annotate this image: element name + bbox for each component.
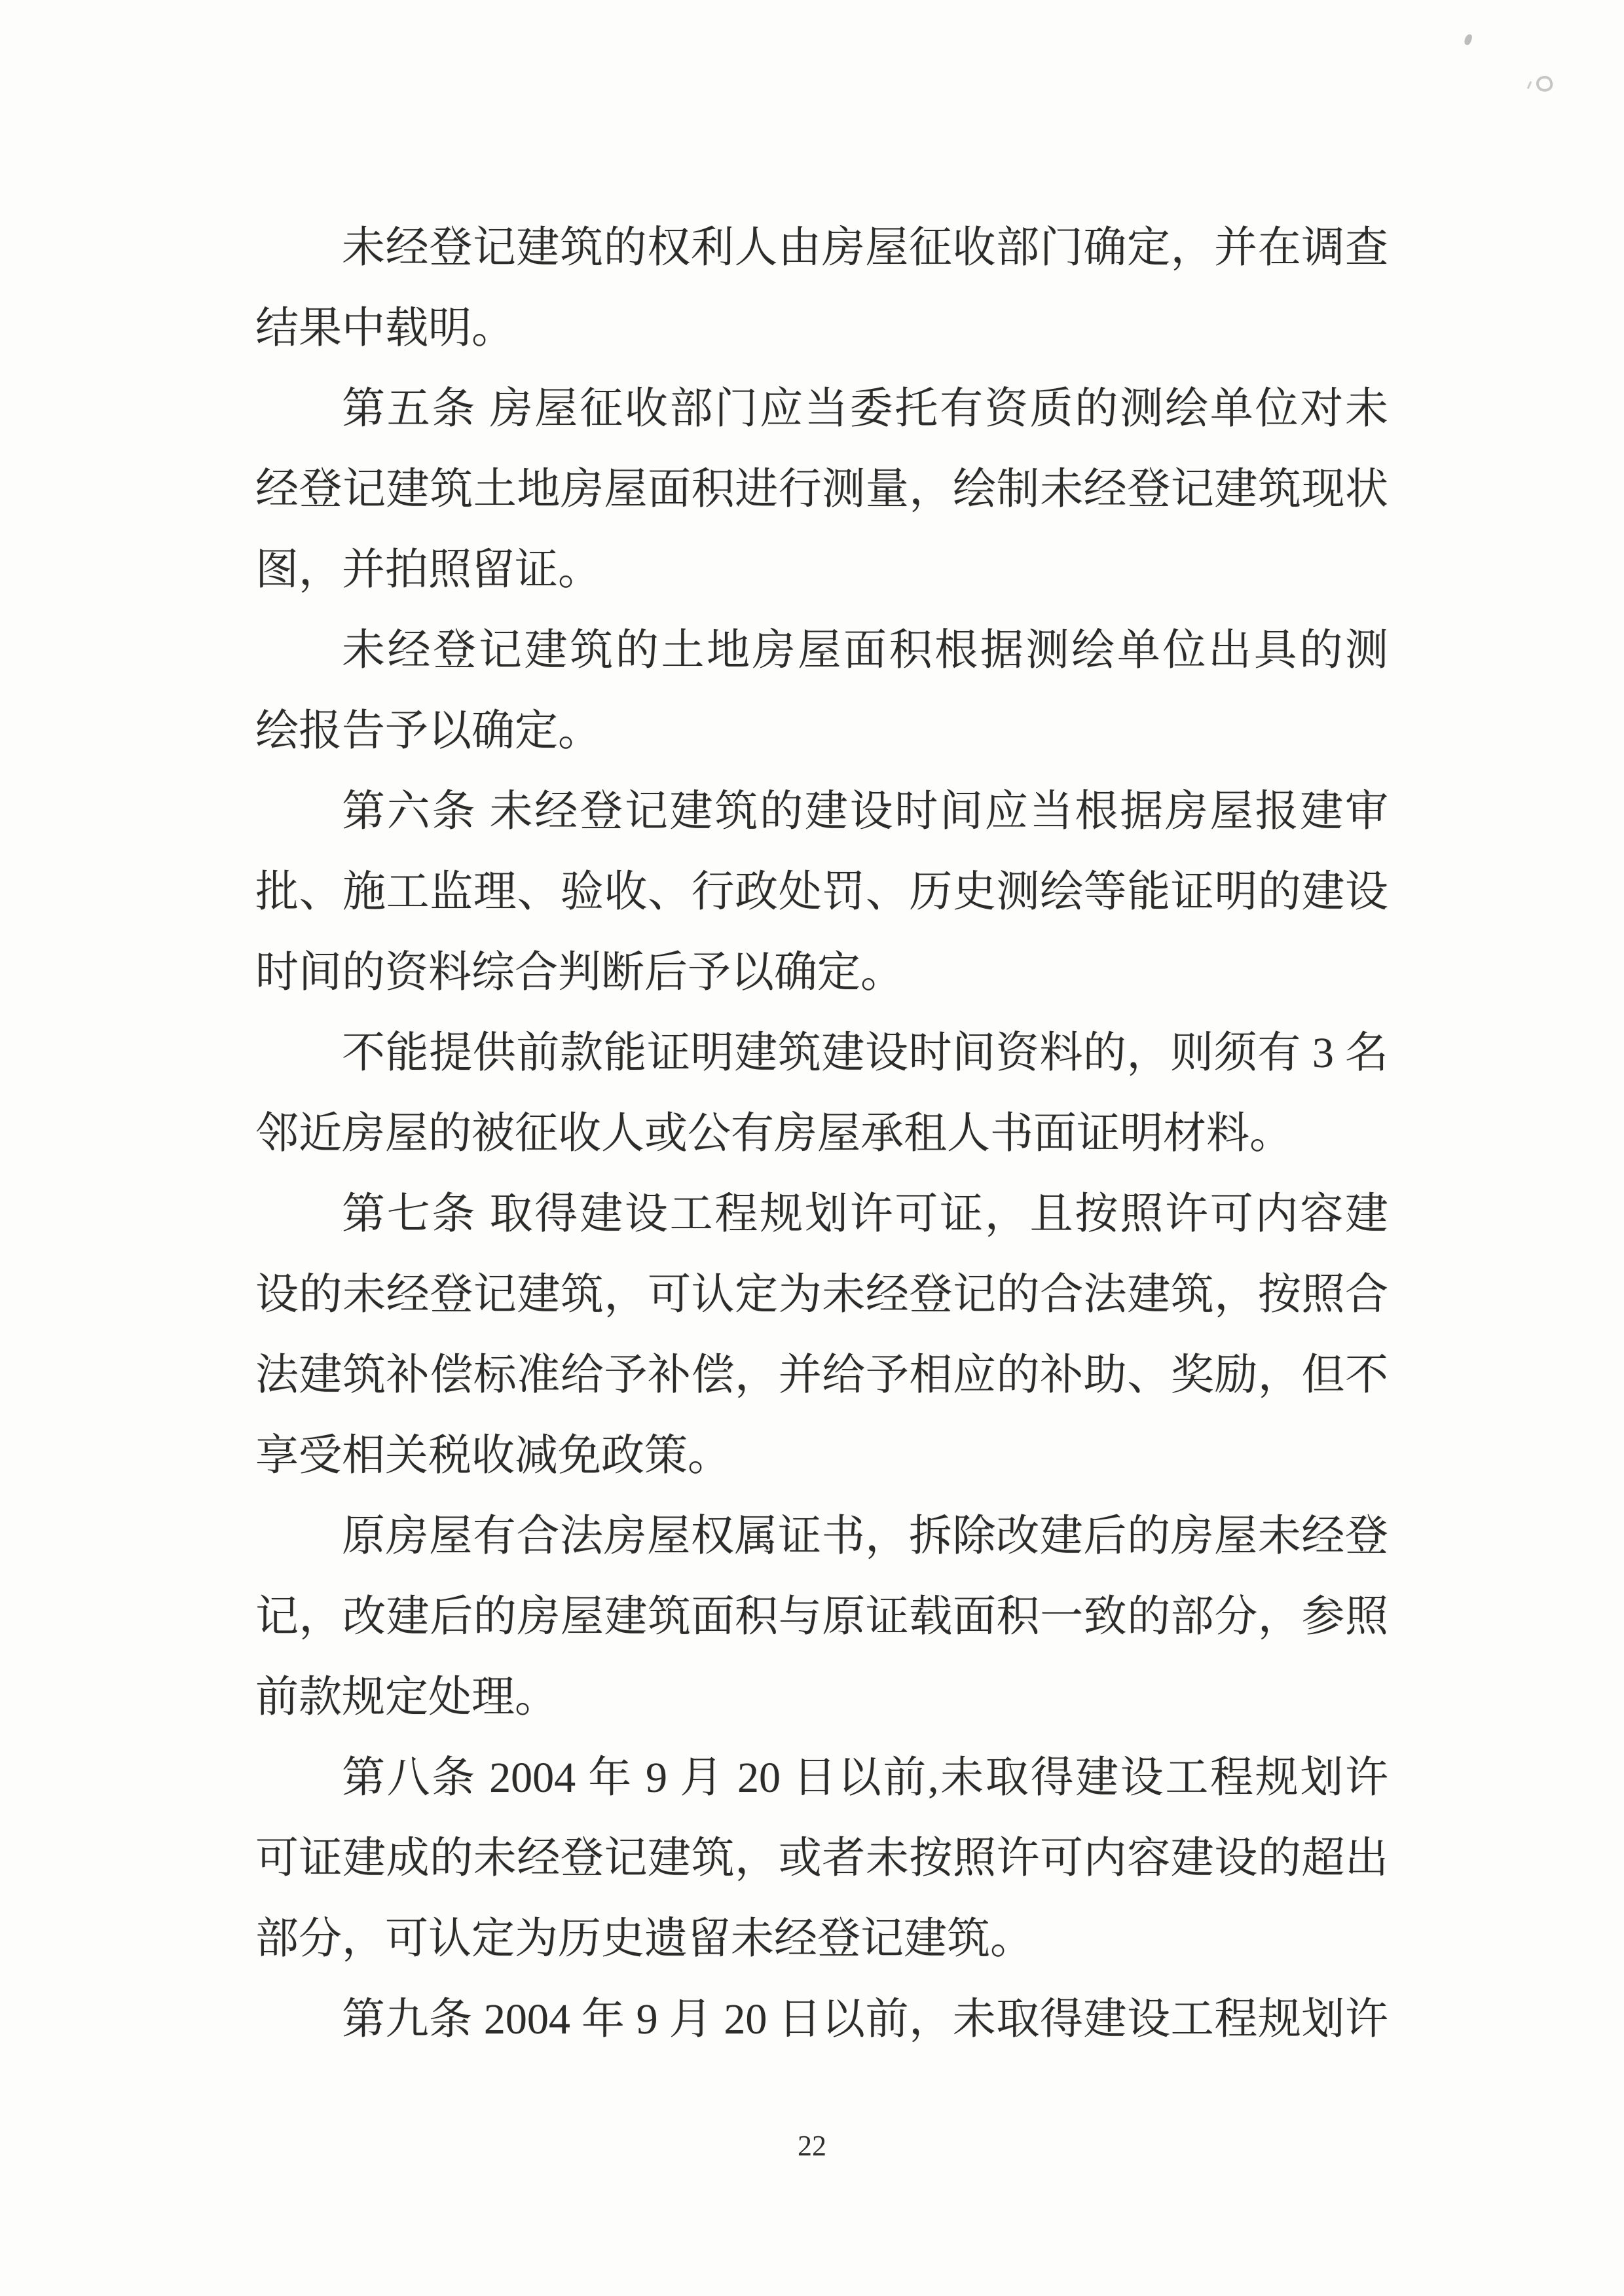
text-line: 不能提供前款能证明建筑建设时间资料的，则须有 3 名 <box>342 1029 1388 1077</box>
scan-speck <box>1535 75 1554 94</box>
text-line: 第七条 取得建设工程规划许可证，且按照许可内容建 <box>342 1190 1388 1238</box>
text-line: 图，并拍照留证。 <box>255 546 601 594</box>
text-line: 经登记建筑土地房屋面积进行测量，绘制未经登记建筑现状 <box>255 465 1388 513</box>
text-line: 原房屋有合法房屋权属证书，拆除改建后的房屋未经登 <box>342 1512 1388 1560</box>
text-line: 可证建成的未经登记建筑，或者未按照许可内容建设的超出 <box>255 1834 1388 1882</box>
scan-speck <box>1527 81 1532 89</box>
text-line: 结果中载明。 <box>255 304 515 352</box>
text-line: 未经登记建筑的土地房屋面积根据测绘单位出具的测 <box>342 627 1388 674</box>
scan-speck <box>1464 33 1473 46</box>
text-line: 法建筑补偿标准给予补偿，并给予相应的补助、奖励，但不 <box>255 1351 1388 1399</box>
text-line: 前款规定处理。 <box>255 1673 558 1721</box>
text-line: 记，改建后的房屋建筑面积与原证载面积一致的部分，参照 <box>255 1593 1388 1641</box>
page-number: 22 <box>798 2130 826 2162</box>
document-body <box>255 208 1388 2060</box>
text-line: 设的未经登记建筑，可认定为未经登记的合法建筑，按照合 <box>255 1271 1388 1319</box>
text-line: 第五条 房屋征收部门应当委托有资质的测绘单位对未 <box>342 385 1388 433</box>
text-line: 第八条 2004 年 9 月 20 日以前,未取得建设工程规划许 <box>342 1754 1388 1802</box>
text-line: 第九条 2004 年 9 月 20 日以前，未取得建设工程规划许 <box>342 1995 1388 2043</box>
text-line: 批、施工监理、验收、行政处罚、历史测绘等能证明的建设 <box>255 868 1388 916</box>
text-line: 部分，可认定为历史遗留未经登记建筑。 <box>255 1915 1033 1963</box>
text-line: 未经登记建筑的权利人由房屋征收部门确定，并在调查 <box>342 224 1388 272</box>
text-line: 时间的资料综合判断后予以确定。 <box>255 949 904 996</box>
text-line: 绘报告予以确定。 <box>255 707 601 755</box>
text-line: 邻近房屋的被征收人或公有房屋承租人书面证明材料。 <box>255 1110 1293 1157</box>
text-line: 享受相关税收减免政策。 <box>255 1432 731 1480</box>
text-line: 第六条 未经登记建筑的建设时间应当根据房屋报建审 <box>342 788 1388 835</box>
